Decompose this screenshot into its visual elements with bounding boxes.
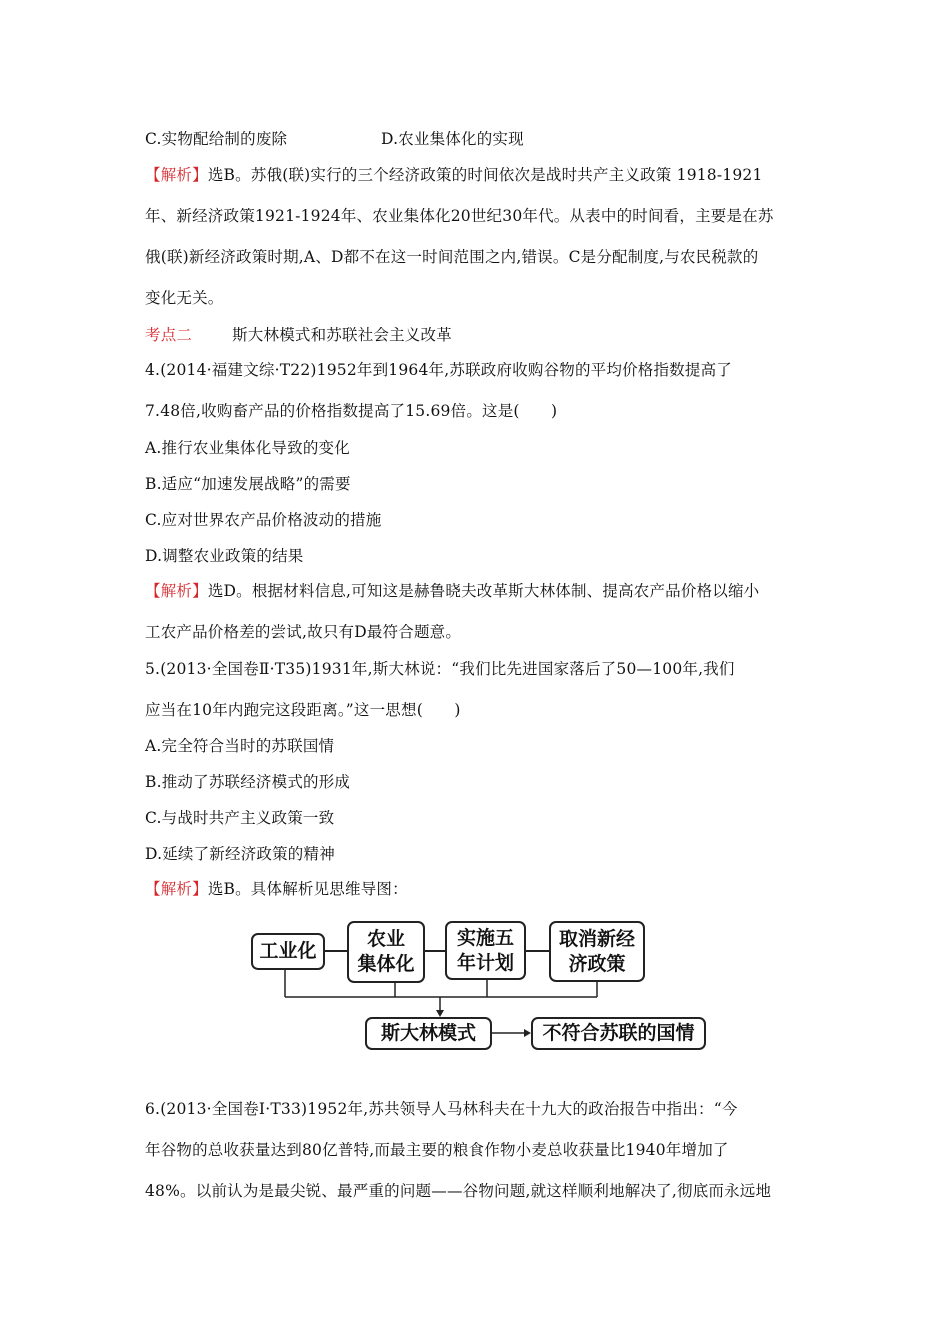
q3-analysis-text: 选B。苏俄(联)实行的三个经济政策的时间依次是战时共产主义政策 1918-1921 [207, 166, 763, 184]
node-industrialization: 工业化 [251, 933, 325, 970]
q4-option-c: C.应对世界农产品价格波动的措施 [145, 511, 382, 529]
q4-analysis-line-2: 工农产品价格差的尝试,故只有D最符合题意。 [145, 623, 462, 641]
node-cancel-nep: 取消新经 济政策 [549, 921, 645, 982]
node-collectivization: 农业 集体化 [347, 921, 425, 983]
q6-stem-line-3: 48%。以前认为是最尖锐、最严重的问题——谷物问题,就这样顺利地解决了,彻底而永远地 [145, 1182, 772, 1200]
node-conclusion: 不符合苏联的国情 [531, 1017, 706, 1050]
q4-option-b: B.适应“加速发展战略”的需要 [145, 475, 351, 493]
analysis-tag: 【解析】 [145, 166, 208, 184]
q3-analysis-line-2: 年、新经济政策1921-1924年、农业集体化20世纪30年代。从表中的时间看，主要是在苏 [145, 207, 774, 225]
q5-option-b: B.推动了苏联经济模式的形成 [145, 773, 351, 791]
q3-analysis-line-4: 变化无关。 [145, 289, 224, 307]
q4-analysis-text: 选D。根据材料信息,可知这是赫鲁晓夫改革斯大林体制、提高农产品价格以缩小 [207, 582, 760, 600]
q5-stem-line-2: 应当在10年内跑完这段距离。”这一思想( ) [145, 701, 461, 719]
q5-option-a: A.完全符合当时的苏联国情 [145, 737, 335, 755]
q4-option-a: A.推行农业集体化导致的变化 [145, 439, 350, 457]
q5-option-c: C.与战时共产主义政策一致 [145, 809, 335, 827]
q5-option-d: D.延续了新经济政策的精神 [145, 845, 335, 863]
node-stalin-model: 斯大林模式 [365, 1017, 492, 1050]
section-title: 斯大林模式和苏联社会主义改革 [232, 326, 452, 344]
q6-stem-line-2: 年谷物的总收获量达到80亿普特,而最主要的粮食作物小麦总收获量比1940年增加了 [145, 1141, 729, 1159]
analysis-tag: 【解析】 [145, 582, 208, 600]
q4-stem-line-1: 4.(2014·福建文综·T22)1952年到1964年,苏联政府收购谷物的平均价格指数提高了 [145, 361, 732, 379]
analysis-tag: 【解析】 [145, 880, 208, 898]
q6-stem-line-1: 6.(2013·全国卷Ⅰ·T33)1952年,苏共领导人马林科夫在十九大的政治报告中指出：“今 [145, 1100, 738, 1118]
q5-analysis-text: 选B。具体解析见思维导图： [207, 880, 408, 898]
q5-stem-line-1: 5.(2013·全国卷Ⅱ·T35)1931年,斯大林说：“我们比先进国家落后了50—100年,我们 [145, 660, 735, 678]
section-label: 考点二 [145, 326, 193, 344]
q4-stem-line-2: 7.48倍,收购畜产品的价格指数提高了15.69倍。这是( ) [145, 402, 558, 420]
q3-option-d: D.农业集体化的实现 [381, 130, 524, 148]
q3-analysis-line-3: 俄(联)新经济政策时期,A、D都不在这一时间范围之内,错误。C是分配制度,与农民税款的 [145, 248, 759, 266]
node-five-year-plan: 实施五 年计划 [445, 921, 526, 980]
q3-option-c: C.实物配给制的废除 [145, 130, 288, 148]
q4-option-d: D.调整农业政策的结果 [145, 547, 304, 565]
